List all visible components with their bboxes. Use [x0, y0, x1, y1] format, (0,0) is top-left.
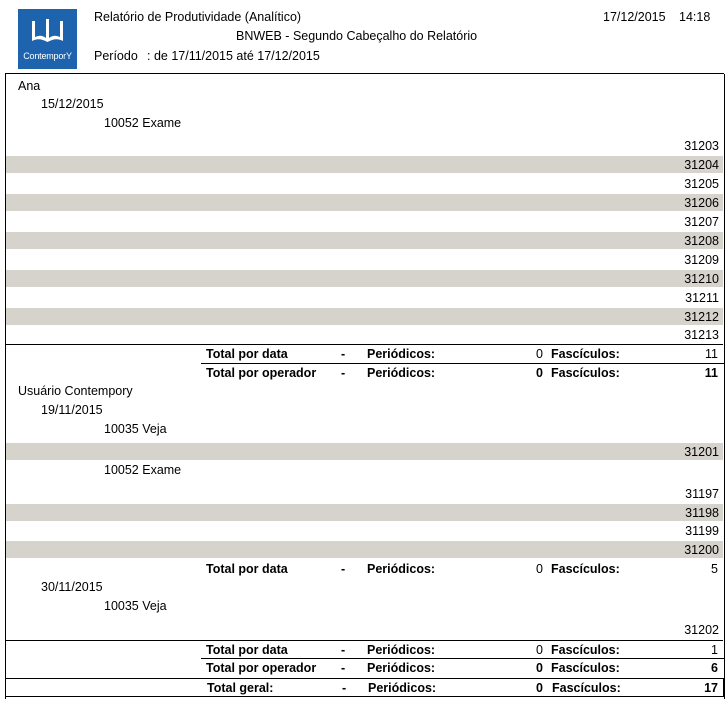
grand-total-row — [5, 678, 724, 697]
total-separator: - — [341, 562, 346, 576]
fasciculos-value: 5 — [711, 562, 718, 576]
list-item — [6, 621, 723, 638]
list-item — [6, 541, 723, 558]
periodicos-value: 0 — [536, 366, 543, 380]
fasciculos-value: 6 — [711, 661, 718, 675]
publication-title: 10035 Veja — [104, 422, 167, 436]
list-item — [6, 289, 723, 306]
item-code: 31212 — [684, 310, 719, 324]
list-item — [6, 213, 723, 230]
item-code: 31199 — [685, 524, 719, 538]
list-item — [6, 522, 723, 539]
periodicos-value: 0 — [536, 347, 543, 361]
publication-title: 10052 Exame — [104, 116, 182, 130]
list-item — [6, 251, 723, 268]
item-code: 31206 — [684, 196, 719, 210]
item-code: 31210 — [684, 272, 719, 286]
operator-name: Usuário Contempory — [18, 384, 133, 398]
item-code: 31209 — [684, 253, 719, 267]
total-separator: - — [341, 366, 346, 380]
list-item — [6, 175, 723, 192]
report-time: 14:18 — [679, 10, 711, 24]
periodicos-value: 0 — [536, 562, 543, 576]
list-item — [6, 270, 723, 287]
total-separator: - — [341, 643, 346, 657]
item-code: 31201 — [684, 445, 719, 459]
group-date: 30/11/2015 — [41, 580, 103, 594]
total-label: Total por operador — [206, 661, 317, 675]
periodicos-label: Periódicos: — [367, 347, 436, 361]
fasciculos-value: 1 — [711, 643, 718, 657]
list-item — [6, 326, 723, 343]
total-by-operator-row — [5, 659, 723, 677]
total-separator: - — [341, 347, 346, 361]
report-title: Relatório de Produtividade (Analítico) — [94, 10, 302, 24]
item-code: 31213 — [684, 328, 719, 342]
list-item — [6, 308, 723, 325]
item-code: 31205 — [684, 177, 719, 191]
total-by-operator-row — [5, 364, 723, 382]
fasciculos-label: Fascículos: — [551, 643, 620, 657]
total-label: Total geral: — [207, 681, 274, 695]
periodicos-label: Periódicos: — [367, 661, 436, 675]
list-item — [6, 156, 723, 173]
company-logo — [18, 9, 77, 69]
item-code: 31202 — [684, 623, 719, 637]
item-code: 31207 — [684, 215, 719, 229]
period-value: : de 17/11/2015 até 17/12/2015 — [147, 49, 320, 63]
periodicos-value: 0 — [536, 681, 543, 695]
total-by-date-row — [5, 640, 723, 659]
total-by-date-row — [5, 344, 723, 363]
logo-text: ContemporY — [23, 51, 72, 61]
operator-name: Ana — [18, 79, 41, 93]
fasciculos-label: Fascículos: — [551, 562, 620, 576]
total-separator: - — [341, 661, 346, 675]
periodicos-value: 0 — [536, 661, 543, 675]
total-label: Total por data — [206, 643, 288, 657]
fasciculos-label: Fascículos: — [552, 681, 621, 695]
total-label: Total por data — [206, 562, 288, 576]
list-item — [6, 485, 723, 502]
item-code: 31200 — [684, 543, 719, 557]
report-date: 17/12/2015 — [603, 10, 666, 24]
item-code: 31208 — [684, 234, 719, 248]
list-item — [6, 443, 723, 460]
item-code: 31197 — [685, 487, 719, 501]
fasciculos-value: 11 — [704, 366, 718, 380]
periodicos-label: Periódicos: — [367, 643, 436, 657]
period-label: Período — [94, 49, 138, 63]
item-code: 31203 — [684, 139, 719, 153]
publication-title: 10035 Veja — [104, 599, 167, 613]
group-date: 15/12/2015 — [41, 97, 104, 111]
fasciculos-label: Fascículos: — [551, 366, 620, 380]
periodicos-label: Periódicos: — [368, 681, 437, 695]
fasciculos-value: 17 — [704, 681, 718, 695]
fasciculos-label: Fascículos: — [551, 661, 620, 675]
book-logo-icon — [30, 17, 65, 47]
list-item — [6, 504, 723, 521]
list-item — [6, 194, 723, 211]
item-code: 31211 — [685, 291, 719, 305]
fasciculos-label: Fascículos: — [551, 347, 620, 361]
item-code: 31198 — [685, 506, 719, 520]
item-code: 31204 — [684, 158, 719, 172]
group-date: 19/11/2015 — [41, 403, 103, 417]
periodicos-value: 0 — [536, 643, 543, 657]
periodicos-label: Periódicos: — [367, 562, 436, 576]
total-label: Total por operador — [206, 366, 317, 380]
total-separator: - — [342, 681, 347, 695]
list-item — [6, 232, 723, 249]
list-item — [6, 137, 723, 154]
periodicos-label: Periódicos: — [367, 366, 436, 380]
total-label: Total por data — [206, 347, 288, 361]
report-subtitle: BNWEB - Segundo Cabeçalho do Relatório — [236, 29, 478, 43]
total-by-date-row — [5, 560, 723, 578]
fasciculos-value: 11 — [705, 347, 718, 361]
publication-title: 10052 Exame — [104, 463, 182, 477]
